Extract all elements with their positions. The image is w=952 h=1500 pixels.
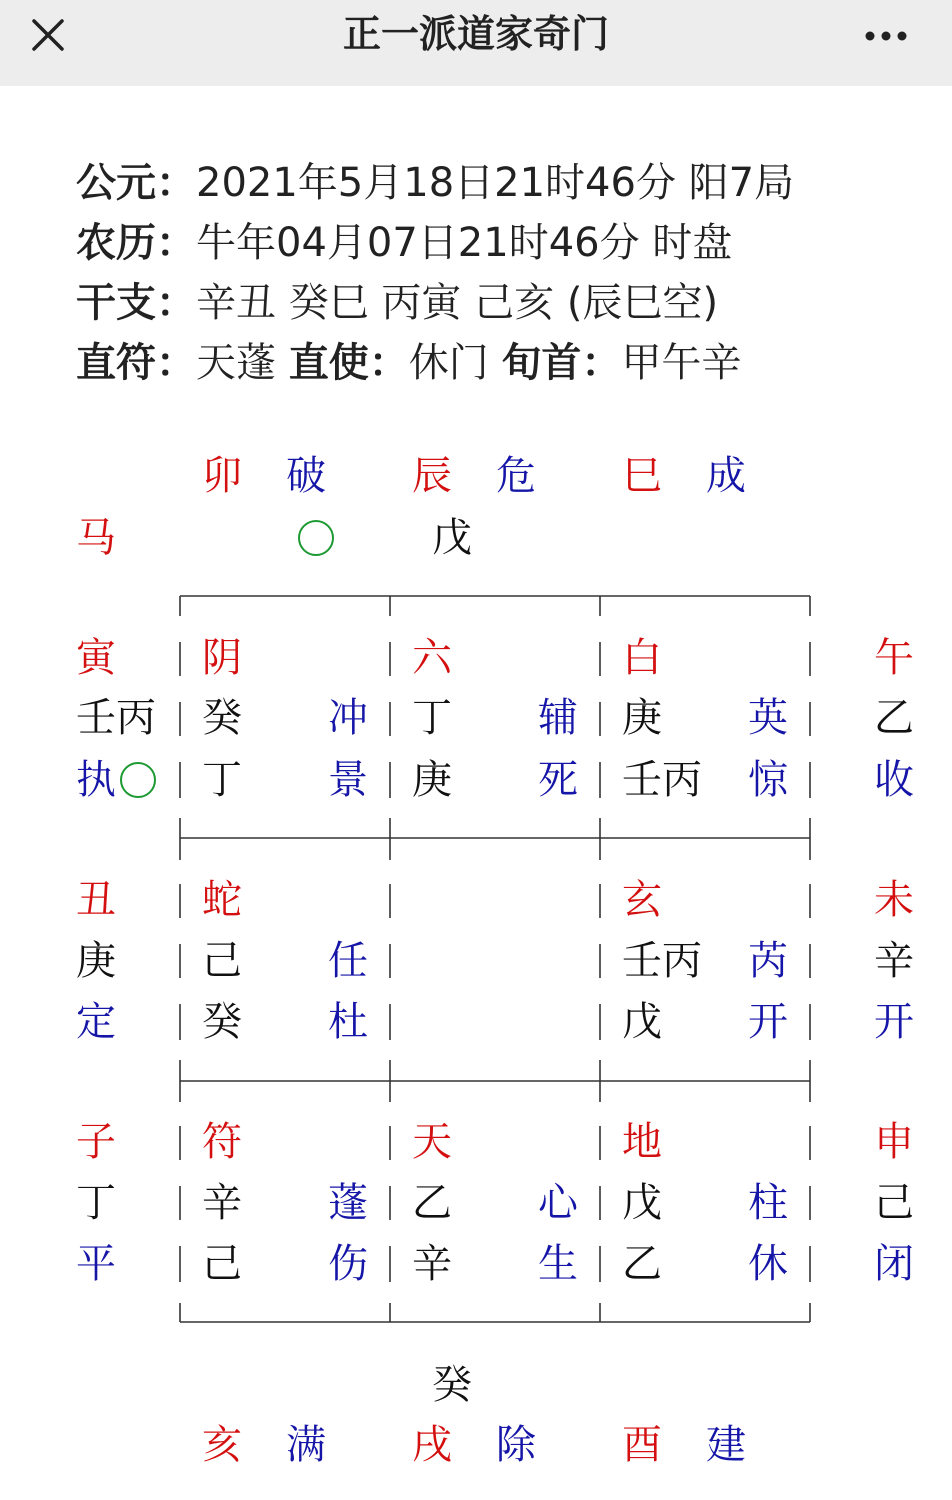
palace-earth-stem: 壬丙 [622, 757, 702, 803]
palace-earth-stem: 己 [202, 1241, 242, 1287]
palace-door: 杜 [328, 999, 368, 1045]
bottom-officer-2: 除 [496, 1422, 536, 1468]
info-ganzhi [76, 278, 718, 328]
info-zhifu [76, 338, 741, 388]
page-title: 正一派道家奇门 [342, 12, 609, 56]
bottom-officer-1: 满 [286, 1422, 326, 1468]
right-branch-1: 午 [874, 635, 914, 681]
palace-heaven-stem: 丁 [412, 695, 452, 741]
palace-heaven-stem: 辛 [202, 1180, 242, 1226]
more-dots-icon[interactable] [862, 26, 912, 46]
right-officer-1: 收 [874, 757, 914, 803]
palace-door: 景 [328, 757, 368, 803]
palace-earth-stem: 丁 [202, 757, 242, 803]
palace-god: 阴 [202, 635, 242, 681]
zhishi-label: 直使： [288, 340, 409, 386]
palace-star: 辅 [538, 695, 578, 741]
left-branch-3: 子 [76, 1119, 116, 1165]
right-stem-3: 己 [874, 1180, 914, 1226]
left-branch-2: 丑 [76, 877, 116, 923]
xunshou-label: 旬首： [501, 340, 622, 386]
palace-star: 任 [328, 938, 368, 984]
zhifu-label: 直符： [76, 340, 196, 386]
nongli-label: 农历： [76, 220, 196, 266]
palace-door: 休 [748, 1241, 788, 1287]
palace-god: 六 [412, 635, 452, 681]
top-branch-3: 巳 [622, 453, 662, 499]
right-branch-3: 申 [874, 1119, 914, 1165]
left-branch-1: 寅 [76, 635, 116, 681]
left-officer-3: 平 [76, 1241, 116, 1287]
horse-marker: 马 [76, 515, 116, 561]
palace-star: 心 [538, 1180, 578, 1226]
palace-door: 开 [748, 999, 788, 1045]
palace-god: 符 [202, 1119, 242, 1165]
xunshou-value: 甲午辛 [621, 340, 742, 386]
palace-star: 冲 [328, 695, 368, 741]
palace-earth-stem: 癸 [202, 999, 242, 1045]
palace-door: 惊 [748, 757, 788, 803]
right-stem-2: 辛 [874, 938, 914, 984]
bottom-officer-3: 建 [706, 1422, 746, 1468]
zhifu-value: 天蓬 [196, 340, 276, 386]
left-officer-1: 执 [76, 757, 116, 803]
palace-door: 伤 [328, 1241, 368, 1287]
top-officer-3: 成 [706, 453, 746, 499]
right-branch-2: 未 [874, 877, 914, 923]
bottom-branch-1: 亥 [202, 1422, 242, 1468]
top-officer-1: 破 [286, 453, 326, 499]
left-officer-2: 定 [76, 999, 116, 1045]
gongyuan-value: 2021年5月18日21时46分 阳7局 [196, 160, 795, 206]
zhishi-value: 休门 [408, 340, 489, 386]
top-branch-2: 辰 [412, 453, 452, 499]
empty-circle-icon [298, 520, 334, 556]
palace-heaven-stem: 己 [202, 938, 242, 984]
right-officer-3: 闭 [874, 1241, 914, 1287]
bottom-stem: 癸 [432, 1362, 472, 1408]
info-gongyuan [76, 158, 794, 208]
top-stem: 戊 [432, 515, 472, 561]
palace-star: 芮 [748, 938, 788, 984]
palace-god: 白 [622, 635, 662, 681]
palace-heaven-stem: 壬丙 [622, 938, 702, 984]
palace-star: 柱 [748, 1180, 788, 1226]
palace-god: 地 [622, 1119, 662, 1165]
info-nongli [76, 218, 732, 268]
top-bar [0, 0, 952, 86]
top-branch-1: 卯 [202, 453, 242, 499]
ganzhi-value: 辛丑 癸巳 丙寅 己亥 (辰巳空) [196, 280, 719, 326]
palace-god: 玄 [622, 877, 662, 923]
right-officer-2: 开 [874, 999, 914, 1045]
palace-god: 天 [412, 1119, 452, 1165]
bottom-branch-3: 酉 [622, 1422, 662, 1468]
gongyuan-label: 公元： [76, 160, 196, 206]
palace-earth-stem: 庚 [412, 757, 452, 803]
nongli-value: 牛年04月07日21时46分 时盘 [196, 220, 733, 266]
top-officer-2: 危 [496, 453, 536, 499]
right-stem-1: 乙 [874, 695, 914, 741]
palace-earth-stem: 辛 [412, 1241, 452, 1287]
palace-earth-stem: 戊 [622, 999, 662, 1045]
left-stem-2: 庚 [76, 938, 116, 984]
palace-star: 蓬 [328, 1180, 368, 1226]
left-stem-1: 壬丙 [76, 695, 156, 741]
palace-heaven-stem: 癸 [202, 695, 242, 741]
palace-god: 蛇 [202, 877, 242, 923]
left-stem-3: 丁 [76, 1180, 116, 1226]
palace-door: 死 [538, 757, 578, 803]
bottom-branch-2: 戌 [412, 1422, 452, 1468]
empty-circle-icon [120, 762, 156, 798]
ganzhi-label: 干支： [76, 280, 196, 326]
palace-heaven-stem: 戊 [622, 1180, 662, 1226]
palace-heaven-stem: 乙 [412, 1180, 452, 1226]
palace-star: 英 [748, 695, 788, 741]
palace-door: 生 [538, 1241, 578, 1287]
palace-earth-stem: 乙 [622, 1241, 662, 1287]
palace-heaven-stem: 庚 [622, 695, 662, 741]
